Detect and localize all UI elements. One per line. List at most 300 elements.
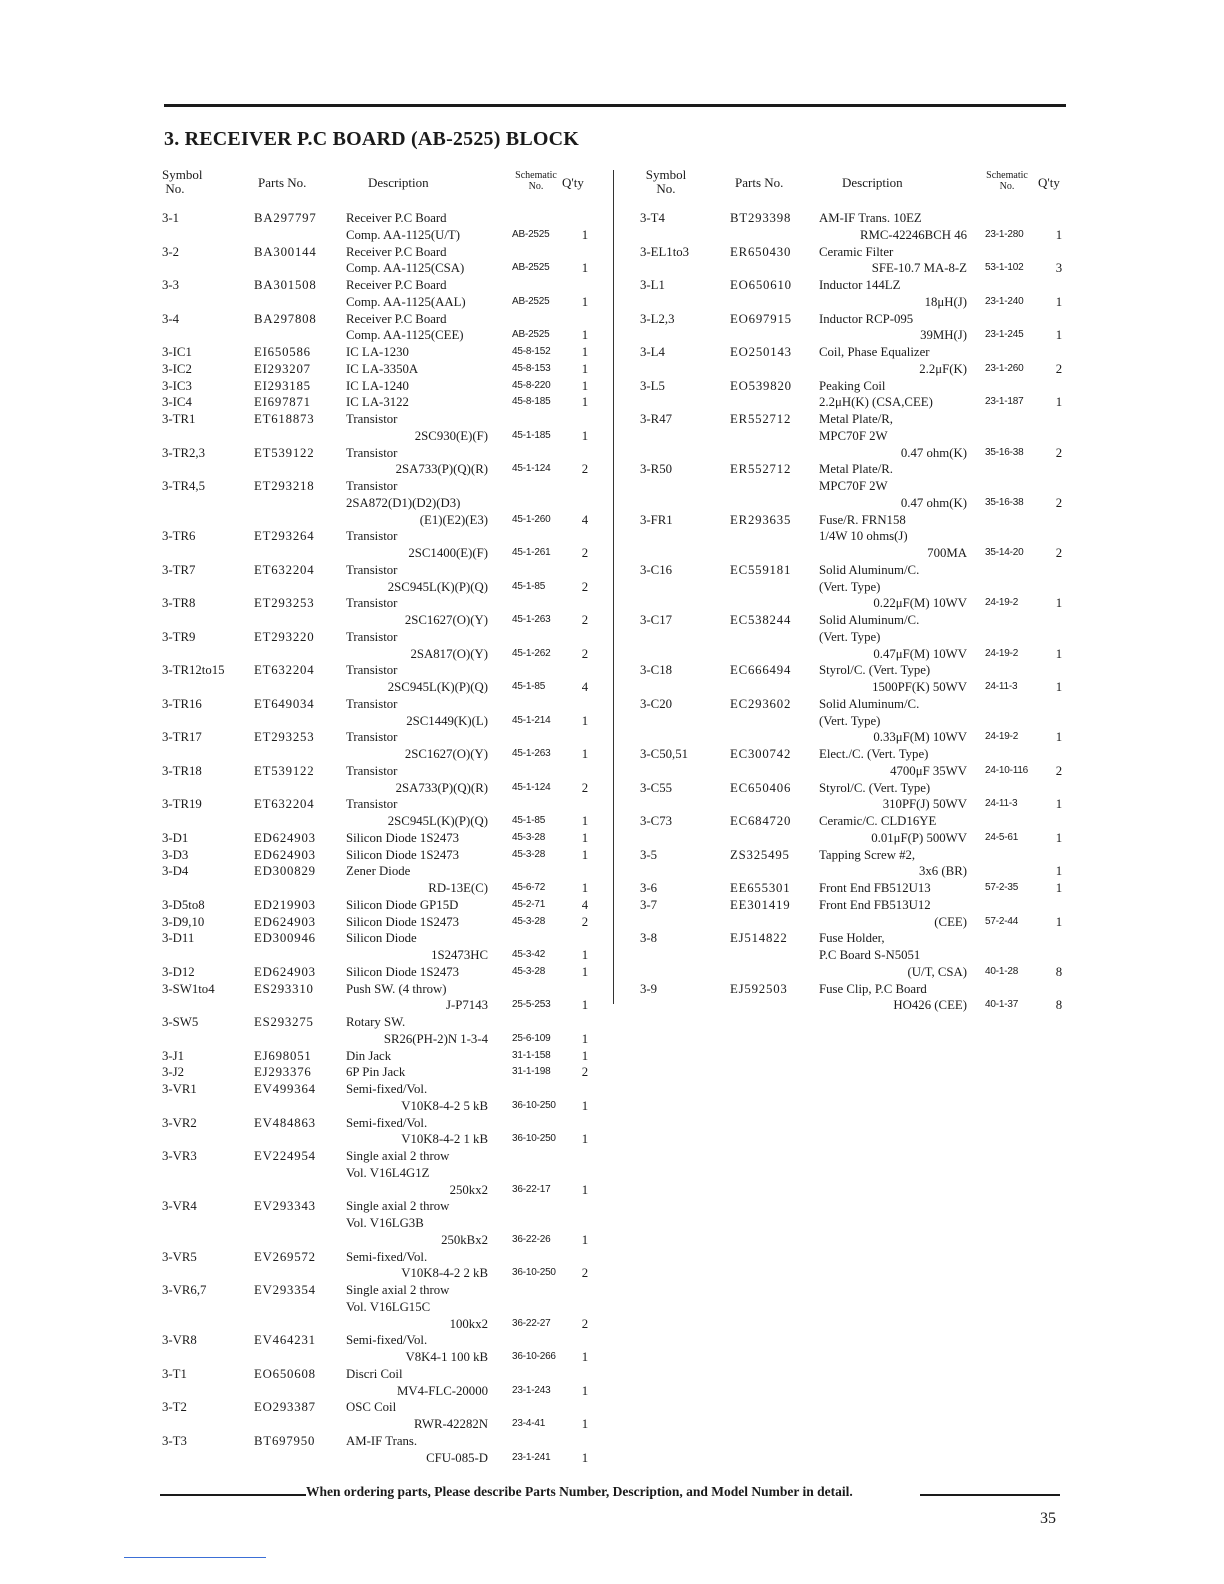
description-line: 18μH(J): [924, 294, 967, 309]
parts-no: ET293220: [254, 629, 315, 644]
schematic-no: 23-1-187: [985, 396, 1024, 408]
description-line: 2.2μH(K) (CSA,CEE): [819, 395, 933, 410]
table-row: [162, 411, 602, 445]
table-row: [162, 1433, 602, 1467]
parts-no: BA300144: [254, 244, 317, 259]
schematic-no: 45-1-214: [512, 714, 551, 726]
table-row: [162, 445, 602, 479]
description-line: Zener Diode: [346, 864, 411, 879]
schematic-no: 45-1-85: [512, 580, 546, 592]
table-row: [640, 562, 1080, 612]
description-line: Transistor: [346, 629, 398, 644]
parts-no: ET632204: [254, 562, 315, 577]
table-row: [162, 1249, 602, 1283]
table-row: [162, 1081, 602, 1115]
table-row: [162, 210, 602, 244]
description-line: 2SC1400(E)(F): [408, 546, 488, 560]
description-line: MPC70F 2W: [819, 479, 888, 493]
schematic-no: 57-2-44: [985, 915, 1019, 927]
schematic-no: 24-11-3: [985, 798, 1018, 810]
quantity: 2: [1055, 546, 1063, 560]
parts-no: EO650610: [730, 278, 792, 292]
table-row: [162, 1198, 602, 1248]
table-row: [162, 1048, 602, 1065]
description-line: V10K8-4-2 2 kB: [401, 1266, 488, 1281]
table-row: [162, 595, 602, 629]
description-line: Transistor: [346, 562, 398, 577]
description-line: Ceramic/C. CLD16YE: [819, 814, 937, 828]
table-row: [162, 1064, 602, 1081]
schematic-no: 24-19-2: [985, 647, 1019, 659]
schematic-no: 45-1-185: [512, 429, 551, 441]
symbol-no: 3-8: [640, 931, 658, 946]
symbol-no: 3-D5to8: [162, 897, 205, 912]
quantity: 1: [581, 378, 589, 393]
schematic-no: 23-1-243: [512, 1384, 551, 1396]
description-line: 2SA733(P)(Q)(R): [395, 780, 488, 795]
quantity: 1: [1055, 596, 1063, 611]
quantity: 1: [581, 1417, 589, 1431]
parts-no: ET293264: [254, 529, 315, 544]
quantity: 2: [1055, 361, 1063, 376]
description-line: HO426 (CEE): [893, 998, 967, 1013]
quantity: 1: [581, 948, 589, 962]
quantity: 1: [581, 998, 589, 1013]
symbol-no: 3-5: [640, 847, 658, 862]
parts-no: ET293253: [254, 730, 315, 745]
footer-rule-left: [160, 1494, 306, 1496]
table-row: [162, 1115, 602, 1149]
quantity: 1: [581, 361, 589, 376]
symbol-no: 3-TR17: [162, 730, 202, 745]
table-row: [640, 746, 1080, 780]
schematic-no: 45-1-124: [512, 463, 551, 475]
description-line: J-P7143: [446, 998, 488, 1013]
parts-no: ET618873: [254, 412, 315, 426]
parts-no: EC650406: [730, 780, 792, 795]
schematic-no: 24-19-2: [985, 597, 1019, 609]
description-line: 0.47 ohm(K): [900, 445, 967, 460]
symbol-no: 3-IC2: [162, 361, 192, 376]
parts-no: EI293207: [254, 361, 311, 376]
description-line: V10K8-4-2 1 kB: [401, 1132, 488, 1147]
parts-no: ET539122: [254, 763, 315, 778]
description-line: 2SC930(E)(F): [414, 428, 488, 443]
quantity: 1: [581, 1383, 589, 1398]
table-row: [640, 780, 1080, 814]
quantity: 2: [581, 579, 589, 594]
description-line: 700MA: [927, 546, 967, 560]
description-line: 2SC1627(O)(Y): [404, 747, 488, 761]
quantity: 1: [581, 881, 589, 895]
parts-no: BT697950: [254, 1433, 316, 1448]
description-line: Vol. V16LG3B: [346, 1216, 424, 1230]
table-row: [162, 277, 602, 311]
description-line: 1/4W 10 ohms(J): [819, 529, 908, 544]
description-line: Solid Aluminum/C.: [819, 613, 920, 627]
quantity: 1: [581, 747, 589, 761]
description-line: 6P Pin Jack: [346, 1065, 406, 1080]
quantity: 1: [581, 1182, 589, 1197]
parts-no: ER293635: [730, 512, 792, 527]
rows-left: [162, 210, 602, 1466]
page-title: 3. RECEIVER P.C BOARD (AB-2525) BLOCK: [164, 128, 580, 150]
quantity: 1: [581, 1048, 589, 1063]
parts-no: EO650608: [254, 1366, 316, 1381]
quantity: 1: [581, 261, 589, 276]
table-row: [162, 478, 602, 528]
description-line: Transistor: [346, 696, 398, 711]
schematic-no: 36-22-17: [512, 1183, 551, 1195]
description-line: Receiver P.C Board: [346, 211, 447, 225]
symbol-no: 3-R50: [640, 462, 672, 477]
table-row: [640, 311, 1080, 345]
description-line: (U/T, CSA): [907, 964, 967, 979]
symbol-no: 3-L1: [640, 278, 665, 292]
description-line: MV4-FLC-20000: [396, 1383, 488, 1398]
description-line: Silicon Diode 1S2473: [346, 847, 460, 862]
description-line: 1500PF(K) 50WV: [872, 680, 967, 694]
schematic-no: 45-8-185: [512, 396, 551, 408]
top-rule: [164, 104, 1066, 107]
description-line: 2SA817(O)(Y): [410, 646, 488, 661]
description-line: Front End FB513U12: [819, 897, 931, 912]
table-row: [162, 311, 602, 345]
description-line: SR26(PH-2)N 1-3-4: [383, 1031, 488, 1046]
quantity: 8: [1055, 964, 1063, 979]
parts-table-left: [162, 166, 602, 1465]
symbol-no: 3-EL1to3: [640, 244, 690, 259]
table-row: [640, 210, 1080, 244]
description-line: IC LA-3122: [346, 395, 409, 410]
quantity: 1: [581, 1232, 589, 1247]
symbol-no: 3-TR12to15: [162, 663, 225, 678]
description-line: 39MH(J): [920, 328, 967, 343]
table-row: [162, 361, 602, 378]
description-line: RD-13E(C): [428, 881, 488, 895]
description-line: SFE-10.7 MA-8-Z: [871, 261, 967, 276]
quantity: 1: [581, 395, 589, 410]
parts-no: ER552712: [730, 412, 792, 426]
quantity: 1: [581, 713, 589, 728]
description-line: Semi-fixed/Vol.: [346, 1115, 428, 1130]
symbol-no: 3-4: [162, 311, 180, 326]
table-row: [162, 1366, 602, 1400]
table-row: [162, 729, 602, 763]
schematic-no: 45-1-262: [512, 647, 551, 659]
parts-no: ED219903: [254, 897, 316, 912]
parts-no: ER650430: [730, 244, 792, 259]
parts-no: EV293354: [254, 1283, 316, 1297]
table-row: [640, 612, 1080, 662]
symbol-no: 3-R47: [640, 412, 672, 426]
description-line: 2SC1449(K)(L): [406, 713, 488, 728]
description-line: Inductor RCP-095: [819, 311, 914, 326]
description-line: Transistor: [346, 479, 398, 493]
quantity: 1: [581, 294, 589, 309]
quantity: 2: [1055, 763, 1063, 778]
parts-no: EC684720: [730, 814, 792, 828]
header-schematic-no: No.: [528, 181, 544, 192]
symbol-no: 3-C20: [640, 696, 672, 711]
schematic-no: 36-10-250: [512, 1267, 556, 1279]
description-line: 2SA872(D1)(D2)(D3): [346, 495, 461, 510]
schematic-no: 24-5-61: [985, 831, 1019, 843]
parts-no: ED624903: [254, 914, 316, 929]
table-row: [162, 378, 602, 395]
table-row: [640, 930, 1080, 980]
schematic-no: 45-8-220: [512, 379, 551, 391]
description-line: Semi-fixed/Vol.: [346, 1333, 428, 1348]
parts-no: EJ514822: [730, 931, 788, 946]
description-line: (Vert. Type): [819, 713, 881, 728]
table-row: [640, 378, 1080, 412]
description-line: Peaking Coil: [819, 378, 886, 393]
quantity: 1: [1055, 646, 1063, 661]
schematic-no: 36-22-27: [512, 1317, 551, 1329]
description-line: Receiver P.C Board: [346, 244, 447, 259]
description-line: 0.47 ohm(K): [900, 495, 967, 510]
symbol-no: 3-D4: [162, 864, 189, 879]
description-line: MPC70F 2W: [819, 428, 888, 443]
quantity: 3: [1055, 261, 1063, 276]
symbol-no: 3-TR19: [162, 797, 202, 812]
parts-no: EO293387: [254, 1400, 316, 1415]
quantity: 2: [1055, 445, 1063, 460]
quantity: 2: [581, 914, 589, 929]
description-line: Transistor: [346, 445, 398, 460]
bottom-blue-rule: [124, 1557, 266, 1558]
description-line: (Vert. Type): [819, 629, 881, 644]
symbol-no: 3-TR8: [162, 596, 196, 611]
quantity: 1: [1055, 864, 1063, 879]
symbol-no: 3-SW5: [162, 1015, 199, 1029]
quantity: 4: [581, 512, 589, 527]
table-row: [640, 981, 1080, 1015]
quantity: 1: [1055, 328, 1063, 343]
table-row: [162, 847, 602, 864]
schematic-no: 45-3-28: [512, 915, 546, 927]
quantity: 2: [581, 780, 589, 795]
table-row: [162, 1148, 602, 1198]
quantity: 2: [581, 646, 589, 661]
description-line: 2SC1627(O)(Y): [404, 613, 488, 627]
schematic-no: 45-8-152: [512, 346, 551, 357]
table-row: [162, 1332, 602, 1366]
symbol-no: 3-2: [162, 244, 180, 259]
description-line: Receiver P.C Board: [346, 311, 447, 326]
description-line: Comp. AA-1125(CSA): [346, 261, 465, 276]
table-row: [640, 244, 1080, 278]
header-symbol: Symbol: [645, 167, 687, 182]
description-line: Vol. V16LG15C: [346, 1299, 431, 1314]
schematic-no: 45-1-124: [512, 781, 551, 793]
description-line: Solid Aluminum/C.: [819, 562, 920, 577]
schematic-no: 40-1-28: [985, 965, 1019, 977]
symbol-no: 3-C50,51: [640, 747, 688, 761]
quantity: 1: [1055, 227, 1063, 242]
schematic-no: 23-4-41: [512, 1418, 546, 1429]
schematic-no: 24-10-116: [985, 764, 1029, 776]
quantity: 1: [581, 328, 589, 343]
description-line: 100kx2: [449, 1316, 488, 1331]
description-line: Transistor: [346, 663, 398, 678]
symbol-no: 3-VR3: [162, 1149, 197, 1163]
description-line: (Vert. Type): [819, 579, 881, 594]
schematic-no: AB-2525: [512, 295, 550, 307]
quantity: 1: [581, 428, 589, 443]
table-row: [162, 763, 602, 797]
schematic-no: 35-14-20: [985, 547, 1024, 558]
table-row: [162, 696, 602, 730]
parts-no: ED624903: [254, 964, 316, 979]
description-line: Transistor: [346, 797, 398, 812]
description-line: Semi-fixed/Vol.: [346, 1082, 428, 1096]
description-line: AM-IF Trans.: [346, 1433, 418, 1448]
quantity: 1: [581, 847, 589, 862]
parts-no: ES293275: [254, 1015, 314, 1029]
symbol-no: 3-L2,3: [640, 311, 675, 326]
table-row: [162, 1282, 602, 1332]
quantity: 4: [581, 680, 589, 694]
parts-table-right: [640, 166, 1080, 1013]
description-line: Silicon Diode 1S2473: [346, 914, 460, 929]
description-line: Tapping Screw #2,: [819, 847, 916, 862]
description-line: Front End FB512U13: [819, 881, 931, 895]
symbol-no: 3-1: [162, 211, 180, 225]
description-line: 250kBx2: [441, 1232, 488, 1247]
symbol-no: 3-D12: [162, 964, 195, 979]
parts-no: EV224954: [254, 1149, 316, 1163]
schematic-no: 25-5-253: [512, 999, 551, 1011]
quantity: 2: [581, 1316, 589, 1331]
description-line: Single axial 2 throw: [346, 1149, 450, 1163]
parts-no: EC559181: [730, 562, 792, 577]
symbol-no: 3-VR8: [162, 1333, 197, 1348]
header-schematic: Schematic: [986, 170, 1028, 181]
description-line: 2SC945L(K)(P)(Q): [387, 814, 488, 828]
table-row: [640, 461, 1080, 511]
parts-no: ET632204: [254, 663, 315, 678]
schematic-no: 45-8-153: [512, 362, 551, 374]
table-row: [162, 964, 602, 981]
quantity: 1: [581, 1132, 589, 1147]
description-line: 2.2μF(K): [919, 361, 967, 376]
schematic-no: AB-2525: [512, 228, 550, 240]
table-header: [162, 166, 602, 206]
description-line: Semi-fixed/Vol.: [346, 1249, 428, 1264]
table-row: [162, 629, 602, 663]
quantity: 1: [1055, 680, 1063, 694]
symbol-no: 3-L4: [640, 345, 665, 359]
parts-no: ET649034: [254, 696, 315, 711]
parts-no: EV464231: [254, 1333, 316, 1348]
parts-no: EO250143: [730, 345, 792, 359]
schematic-no: 36-22-26: [512, 1233, 551, 1245]
table-row: [640, 512, 1080, 562]
description-line: Styrol/C. (Vert. Type): [819, 780, 931, 795]
parts-no: EJ698051: [254, 1048, 312, 1063]
description-line: 2SC945L(K)(P)(Q): [387, 680, 488, 694]
table-row: [162, 863, 602, 897]
parts-no: ET293253: [254, 596, 315, 611]
symbol-no: 3-9: [640, 981, 658, 996]
description-line: Transistor: [346, 596, 398, 611]
symbol-no: 3-VR2: [162, 1115, 197, 1130]
parts-no: EV499364: [254, 1082, 316, 1096]
symbol-no: 3-J1: [162, 1048, 185, 1063]
description-line: Vol. V16L4G1Z: [346, 1165, 430, 1180]
parts-no: BA301508: [254, 278, 317, 292]
schematic-no: 31-1-158: [512, 1049, 551, 1061]
table-row: [162, 562, 602, 596]
parts-no: EI697871: [254, 395, 311, 410]
description-line: IC LA-1230: [346, 345, 409, 359]
schematic-no: 45-3-28: [512, 831, 546, 843]
table-row: [640, 277, 1080, 311]
parts-no: ET539122: [254, 445, 315, 460]
parts-no: ES293310: [254, 981, 314, 996]
parts-no: EV269572: [254, 1249, 316, 1264]
description-line: 1S2473HC: [431, 948, 488, 962]
symbol-no: 3-IC3: [162, 378, 192, 393]
quantity: 1: [581, 830, 589, 845]
header-parts-no: Parts No.: [735, 175, 784, 190]
quantity: 4: [581, 897, 589, 912]
description-line: Silicon Diode GP15D: [346, 897, 459, 912]
symbol-no: 3-VR1: [162, 1082, 197, 1096]
description-line: Silicon Diode: [346, 931, 417, 946]
quantity: 1: [1055, 294, 1063, 309]
symbol-no: 3-T2: [162, 1400, 187, 1415]
header-qty: Q'ty: [1038, 175, 1060, 190]
description-line: Transistor: [346, 529, 398, 544]
symbol-no: 3-6: [640, 881, 658, 895]
table-row: [162, 394, 602, 411]
description-line: Push SW. (4 throw): [346, 981, 447, 996]
schematic-no: 45-1-263: [512, 748, 551, 759]
parts-no: EC293602: [730, 696, 792, 711]
table-row: [162, 662, 602, 696]
quantity: 2: [581, 462, 589, 477]
description-line: Transistor: [346, 412, 398, 426]
schematic-no: 45-6-72: [512, 882, 546, 893]
table-row: [640, 880, 1080, 897]
symbol-no: 3-VR5: [162, 1249, 197, 1264]
quantity: 1: [1055, 914, 1063, 929]
table-row: [162, 830, 602, 847]
description-line: 250kx2: [449, 1182, 488, 1197]
table-row: [640, 662, 1080, 696]
description-line: Transistor: [346, 763, 398, 778]
quantity: 1: [581, 227, 589, 242]
schematic-no: 24-19-2: [985, 731, 1019, 743]
parts-no: EC666494: [730, 663, 792, 678]
schematic-no: 36-10-250: [512, 1099, 556, 1111]
schematic-no: 23-1-280: [985, 228, 1024, 240]
parts-no: ED300829: [254, 864, 316, 879]
page-number: 35: [1040, 1510, 1056, 1527]
table-header: [640, 166, 1080, 206]
description-line: (CEE): [934, 914, 967, 929]
description-line: Comp. AA-1125(CEE): [346, 328, 464, 343]
description-line: IC LA-1240: [346, 378, 409, 393]
symbol-no: 3-IC1: [162, 345, 192, 359]
quantity: 1: [581, 1098, 589, 1113]
table-row: [640, 696, 1080, 746]
symbol-no: 3-SW1to4: [162, 981, 215, 996]
symbol-no: 3-T3: [162, 1433, 187, 1448]
